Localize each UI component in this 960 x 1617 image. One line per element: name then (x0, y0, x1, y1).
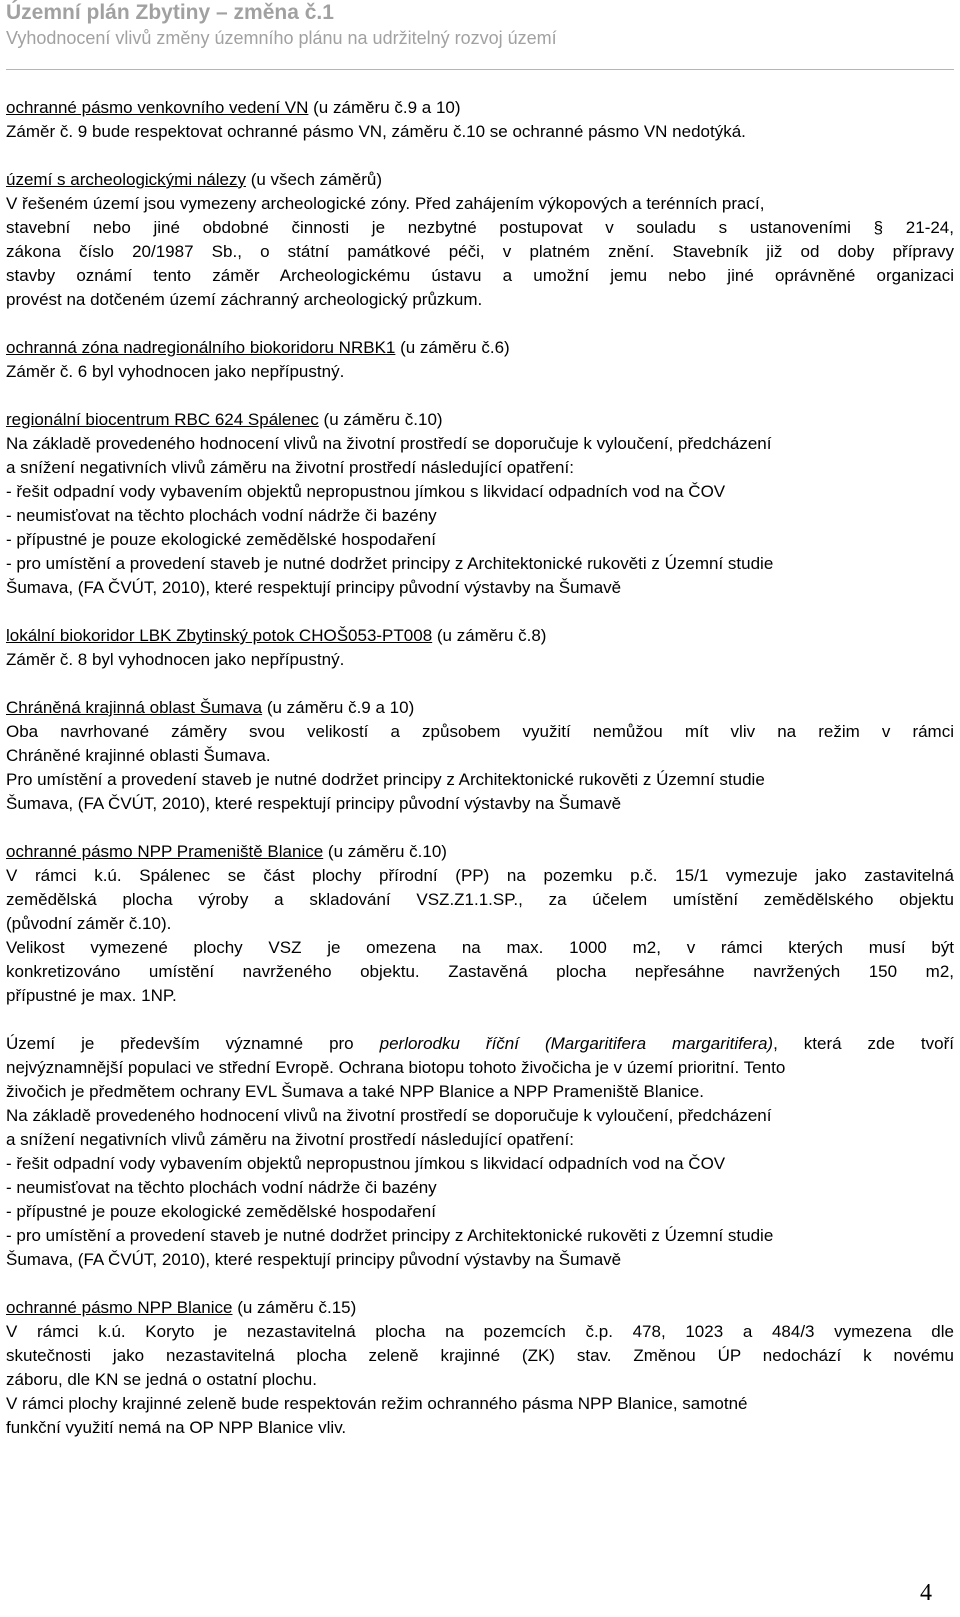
section-vn (6, 96, 954, 144)
paragraph-line: Pro umístění a provedení staveb je nutné dodržet principy z Architektonické rukověti z Územní studie (6, 770, 765, 789)
section-nrbk1 (6, 336, 954, 384)
list-item: - řešit odpadní vody vybavením objektů nepropustnou jímkou s likvidací odpadních vod na ČOV (6, 482, 726, 501)
list-item: - pro umístění a provedení staveb je nutné dodržet principy z Architektonické rukověti z Územní studie (6, 554, 774, 573)
heading-link: ochranné pásmo venkovního vedení VN (6, 98, 309, 117)
section-heading: ochranná zóna nadregionálního biokoridoru NRBK1 (u záměru č.6) (6, 338, 510, 357)
section-npp-blanice (6, 1296, 954, 1440)
paragraph-line: Na základě provedeného hodnocení vlivů na životní prostředí se doporučuje k vyloučení, předcházení (6, 1106, 772, 1125)
paragraph-line: Šumava, (FA ČVÚT, 2010), které respektují principy původní výstavby na Šumavě (6, 578, 622, 597)
paragraph-line: V rámci k.ú. Koryto je nezastavitelná plocha na pozemcích č.p. 478, 1023 a 484/3 vymezena dle (6, 1322, 954, 1341)
list-item: - neumisťovat na těchto plochách vodní nádrže či bazény (6, 506, 437, 525)
document-subtitle: Vyhodnocení vlivů změny územního plánu na udržitelný rozvoj území (6, 28, 557, 48)
paragraph-line: stavební nebo jiné obdobné činnosti je nezbytné postupovat v souladu s ustanoveními § 21-24, (6, 218, 954, 237)
heading-link: ochranné pásmo NPP Blanice (6, 1298, 233, 1317)
paragraph-line: Území je především významné pro perlorodku říční (Margaritifera margaritifera), která zde tvoří (6, 1034, 954, 1053)
paragraph-line: Šumava, (FA ČVÚT, 2010), které respektují principy původní výstavby na Šumavě (6, 794, 622, 813)
paragraph-line: a snížení negativních vlivů záměru na životní prostředí následující opatření: (6, 1130, 574, 1149)
paragraph-line: zemědělská plocha výroby a skladování VSZ.Z1.1.SP., za účelem umístění zemědělského objektu (6, 890, 954, 909)
section-rbc624 (6, 408, 954, 600)
heading-link: lokální biokoridor LBK Zbytinský potok CHOŠ053-PT008 (6, 626, 433, 645)
paragraph-line: nejvýznamnější populaci ve střední Evropě. Ochrana biotopu tohoto živočicha je v území prioritní. Tento (6, 1058, 786, 1077)
paragraph-line: Šumava, (FA ČVÚT, 2010), které respektují principy původní výstavby na Šumavě (6, 1250, 622, 1269)
paragraph-line: Chráněné krajinné oblasti Šumava. (6, 746, 271, 765)
heading-link: ochranné pásmo NPP Prameniště Blanice (6, 842, 324, 861)
page-number: 4 (920, 1580, 932, 1606)
heading-link: území s archeologickými nálezy (6, 170, 246, 189)
paragraph-line: Záměr č. 9 bude respektovat ochranné pásmo VN, záměru č.10 se ochranné pásmo VN nedotýká. (6, 122, 746, 141)
paragraph-line: (původní záměr č.10). (6, 914, 172, 933)
paragraph-line: zákona číslo 20/1987 Sb., o státní památkové péči, v platném znění. Stavebník již od doby přípravy (6, 242, 954, 261)
paragraph-line: stavby oznámí tento záměr Archeologickému ústavu a umožní jemu nebo jiné oprávněné organizaci (6, 266, 954, 285)
section-chko (6, 696, 954, 816)
list-item: - neumisťovat na těchto plochách vodní nádrže či bazény (6, 1178, 437, 1197)
heading-link: ochranná zóna nadregionálního biokoridoru NRBK1 (6, 338, 396, 357)
paragraph-line: skutečnosti jako nezastavitelná plocha zeleně krajinné (ZK) stav. Změnou ÚP nedochází k novému (6, 1346, 954, 1365)
paragraph-line: záboru, dle KN se jedná o ostatní plochu. (6, 1370, 317, 1389)
list-item: - přípustné je pouze ekologické zemědělské hospodaření (6, 530, 436, 549)
document-title: Územní plán Zbytiny – změna č.1 (6, 1, 334, 24)
section-heading: ochranné pásmo NPP Blanice (u záměru č.15) (6, 1298, 357, 1317)
section-npp-prameniste (6, 840, 954, 1272)
list-item: - pro umístění a provedení staveb je nutné dodržet principy z Architektonické rukověti z Územní studie (6, 1226, 774, 1245)
heading-link: Chráněná krajinná oblast Šumava (6, 698, 263, 717)
paragraph-line: V rámci plochy krajinné zeleně bude respektován režim ochranného pásma NPP Blanice, samotné (6, 1394, 748, 1413)
document-body (6, 96, 954, 1440)
heading-link: regionální biocentrum RBC 624 Spálenec (6, 410, 319, 429)
header-divider (6, 69, 954, 70)
paragraph-line: Záměr č. 6 byl vyhodnocen jako nepřípustný. (6, 362, 345, 381)
section-heading: regionální biocentrum RBC 624 Spálenec (u záměru č.10) (6, 410, 443, 429)
paragraph-line: Oba navrhované záměry svou velikostí a způsobem využití nemůžou mít vliv na režim v rámci (6, 722, 954, 741)
list-item: - přípustné je pouze ekologické zemědělské hospodaření (6, 1202, 436, 1221)
paragraph-line: Velikost vymezené plochy VSZ je omezena na max. 1000 m2, v rámci kterých musí být (6, 938, 954, 957)
species-name: perlorodku říční (Margaritifera margaritifera) (379, 1034, 774, 1053)
section-heading: Chráněná krajinná oblast Šumava (u záměru č.9 a 10) (6, 698, 415, 717)
paragraph-line: Záměr č. 8 byl vyhodnocen jako nepřípustný. (6, 650, 345, 669)
paragraph-line: konkretizováno umístění navrženého objektu. Zastavěná plocha nepřesáhne navržených 150 m2, (6, 962, 954, 981)
paragraph-line: V rámci k.ú. Spálenec se část plochy přírodní (PP) na pozemku p.č. 15/1 vymezuje jako zastavitelná (6, 866, 954, 885)
section-lbk (6, 624, 954, 672)
list-item: - řešit odpadní vody vybavením objektů nepropustnou jímkou s likvidací odpadních vod na ČOV (6, 1154, 726, 1173)
paragraph-line: provést na dotčeném území záchranný archeologický průzkum. (6, 290, 483, 309)
paragraph-line: funkční využití nemá na OP NPP Blanice vliv. (6, 1418, 347, 1437)
paragraph-line: a snížení negativních vlivů záměru na životní prostředí následující opatření: (6, 458, 574, 477)
section-heading: ochranné pásmo NPP Prameniště Blanice (u záměru č.10) (6, 842, 447, 861)
paragraph-line: Na základě provedeného hodnocení vlivů na životní prostředí se doporučuje k vyloučení, předcházení (6, 434, 772, 453)
paragraph-line: živočich je předmětem ochrany EVL Šumava a také NPP Blanice a NPP Prameniště Blanice. (6, 1082, 704, 1101)
section-heading: lokální biokoridor LBK Zbytinský potok CHOŠ053-PT008 (u záměru č.8) (6, 626, 547, 645)
paragraph-line: V řešeném území jsou vymezeny archeologické zóny. Před zahájením výkopových a terénních prací, (6, 194, 765, 213)
paragraph-line: přípustné je max. 1NP. (6, 986, 177, 1005)
page-header (6, 0, 954, 50)
section-archeology (6, 168, 954, 312)
section-heading: území s archeologickými nálezy (u všech záměrů) (6, 170, 383, 189)
section-heading: ochranné pásmo venkovního vedení VN (u záměru č.9 a 10) (6, 98, 461, 117)
